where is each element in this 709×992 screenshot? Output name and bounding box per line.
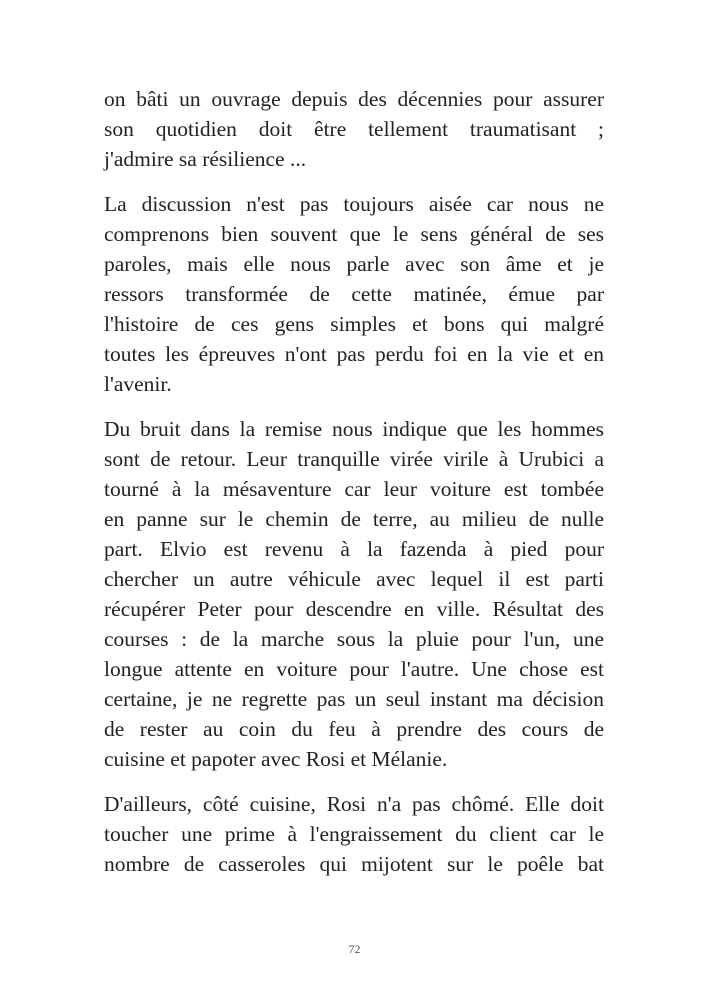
text-line: paroles, mais elle nous parle avec son âme et je bbox=[104, 252, 604, 276]
paragraph-1 bbox=[104, 84, 604, 174]
text-line: part. Elvio est revenu à la fazenda à pied pour bbox=[104, 537, 604, 561]
paragraph-3 bbox=[104, 414, 604, 774]
paragraph-4 bbox=[104, 789, 604, 879]
text-line: de rester au coin du feu à prendre des cours de bbox=[104, 717, 604, 741]
text-line: La discussion n'est pas toujours aisée car nous ne bbox=[104, 192, 604, 216]
text-line: ressors transformée de cette matinée, émue par bbox=[104, 282, 604, 306]
page-number: 72 bbox=[348, 942, 361, 956]
text-line: chercher un autre véhicule avec lequel il est parti bbox=[104, 567, 604, 591]
paragraph-2 bbox=[104, 189, 604, 399]
text-line: cuisine et papoter avec Rosi et Mélanie. bbox=[104, 747, 448, 771]
text-line: D'ailleurs, côté cuisine, Rosi n'a pas chômé. Elle doit bbox=[104, 792, 604, 816]
text-line: longue attente en voiture pour l'autre. Une chose est bbox=[104, 657, 604, 681]
text-line: courses : de la marche sous la pluie pour l'un, une bbox=[104, 627, 604, 651]
text-line: l'histoire de ces gens simples et bons qui malgré bbox=[104, 312, 604, 336]
text-line: certaine, je ne regrette pas un seul instant ma décision bbox=[104, 687, 604, 711]
page-body bbox=[104, 84, 604, 894]
text-line: toucher une prime à l'engraissement du client car le bbox=[104, 822, 604, 846]
text-line: sont de retour. Leur tranquille virée virile à Urubici a bbox=[104, 447, 604, 471]
text-line: Du bruit dans la remise nous indique que les hommes bbox=[104, 417, 604, 441]
text-line: récupérer Peter pour descendre en ville. Résultat des bbox=[104, 597, 604, 621]
text-line: toutes les épreuves n'ont pas perdu foi en la vie et en bbox=[104, 342, 604, 366]
text-line: on bâti un ouvrage depuis des décennies pour assurer bbox=[104, 87, 604, 111]
text-line: en panne sur le chemin de terre, au milieu de nulle bbox=[104, 507, 604, 531]
text-line: l'avenir. bbox=[104, 372, 172, 396]
text-line: tourné à la mésaventure car leur voiture est tombée bbox=[104, 477, 604, 501]
text-line: son quotidien doit être tellement traumatisant ; bbox=[104, 117, 604, 141]
text-line: comprenons bien souvent que le sens général de ses bbox=[104, 222, 604, 246]
text-line: nombre de casseroles qui mijotent sur le poêle bat bbox=[104, 852, 604, 876]
text-line: j'admire sa résilience ... bbox=[104, 147, 307, 171]
